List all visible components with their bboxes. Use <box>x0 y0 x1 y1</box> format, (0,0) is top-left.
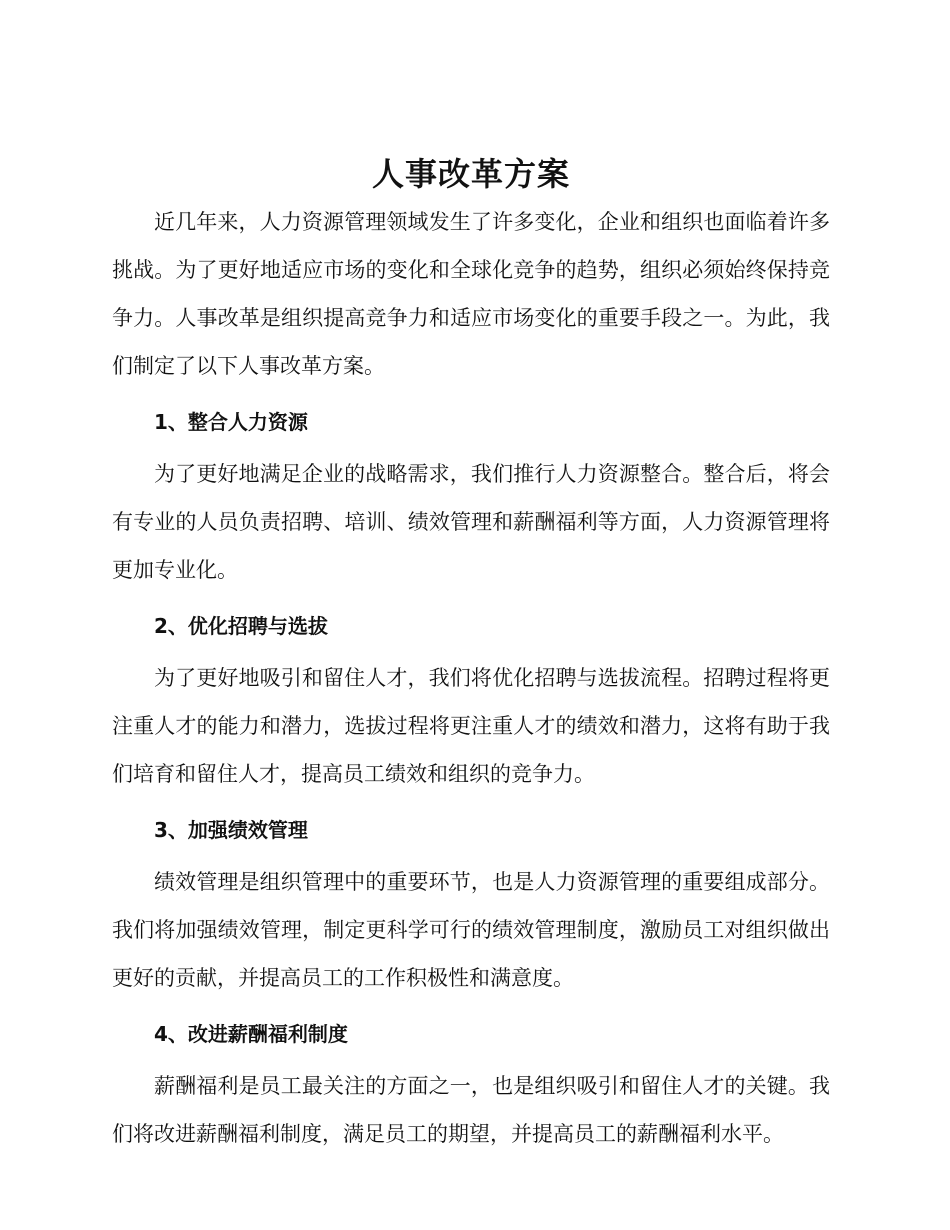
section-4-heading: 4、改进薪酬福利制度 <box>154 1022 348 1046</box>
section-1-body: 为了更好地满足企业的战略需求，我们推行人力资源整合。整合后，将会有专业的人员负责招聘、培训、绩效管理和薪酬福利等方面，人力资源管理将更加专业化。 <box>112 462 830 582</box>
section-4-body: 薪酬福利是员工最关注的方面之一，也是组织吸引和留住人才的关键。我们将改进薪酬福利制度，满足员工的期望，并提高员工的薪酬福利水平。 <box>112 1074 830 1146</box>
section-3-body: 绩效管理是组织管理中的重要环节，也是人力资源管理的重要组成部分。我们将加强绩效管理，制定更科学可行的绩效管理制度，激励员工对组织做出更好的贡献，并提高员工的工作积极性和满意度。 <box>112 870 830 990</box>
document-page <box>112 150 830 1158</box>
section-2-heading: 2、优化招聘与选拔 <box>154 614 328 638</box>
section-1-heading: 1、整合人力资源 <box>154 410 308 434</box>
intro-paragraph: 近几年来，人力资源管理领域发生了许多变化，企业和组织也面临着许多挑战。为了更好地适应市场的变化和全球化竞争的趋势，组织必须始终保持竞争力。人事改革是组织提高竞争力和适应市场变化的重要手段之一。为此，我们制定了以下人事改革方案。 <box>112 210 830 378</box>
section-2-body: 为了更好地吸引和留住人才，我们将优化招聘与选拔流程。招聘过程将更注重人才的能力和潜力，选拔过程将更注重人才的绩效和潜力，这将有助于我们培育和留住人才，提高员工绩效和组织的竞争力。 <box>112 666 830 786</box>
document-title: 人事改革方案 <box>371 155 570 193</box>
section-3-heading: 3、加强绩效管理 <box>154 818 308 842</box>
